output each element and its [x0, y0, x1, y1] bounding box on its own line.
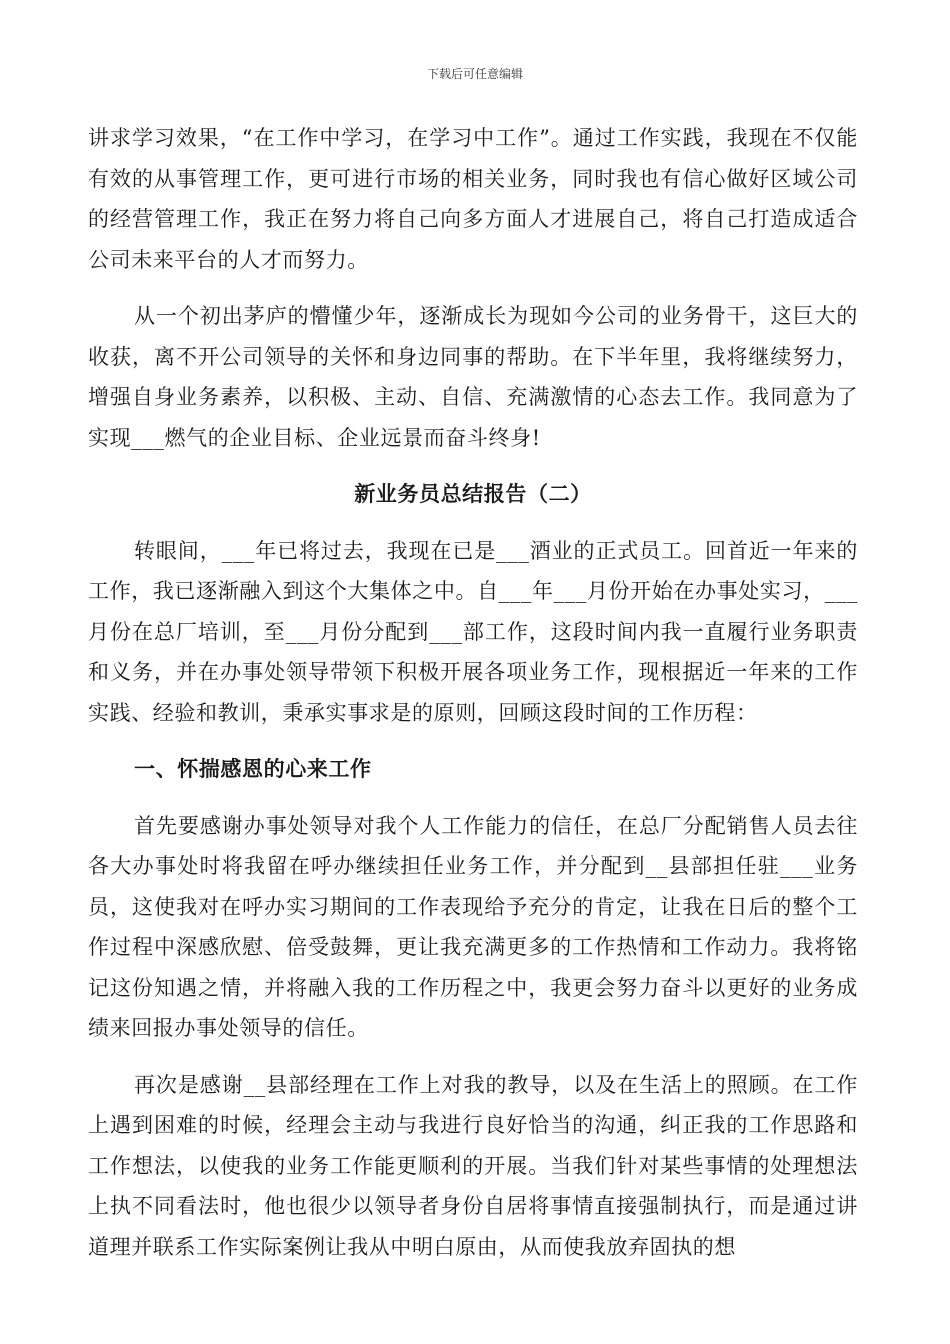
paragraph-gratitude-leaders: 首先要感谢办事处领导对我个人工作能力的信任，在总厂分配销售人员去往各大办事处时将我留在呼办继续担任业务工作，并分配到__县部担任驻___业务员，这使我对在呼办实习期间的工作表现给予充分的肯定，让我在日后的整个工作过程中深感欣慰、倍受鼓舞，更让我充满更多的工作热情和工作动力。我将铭记这份知遇之情，并将融入我的工作历程之中，我更会努力奋斗以更好的业务成绩来回报办事处领导的信任。	[88, 813, 858, 1040]
paragraph-gratitude-manager: 再次是感谢__县部经理在工作上对我的教导，以及在生活上的照顾。在工作上遇到困难的时候，经理会主动与我进行良好恰当的沟通，纠正我的工作思路和工作想法，以使我的业务工作能更顺利的开展。当我们针对某些事情的处理想法上执不同看法时，他也很少以领导者身份自居将事情直接强制执行，而是通过讲道理并联系工作实际案例让我从中明白原由，从而使我放弃固执的想	[88, 1072, 858, 1259]
section-heading: 一、怀揣感恩的心来工作	[134, 757, 372, 781]
paragraph-gap	[88, 733, 858, 749]
paragraph-gap	[88, 1049, 858, 1065]
page-header: 下载后可任意编辑	[426, 67, 523, 81]
paragraph-intro: 转眼间，___年已将过去，我现在已是___酒业的正式员工。回首近一年来的工作，我已逐渐融入到这个大集体之中。自___年___月份开始在办事处实习，___月份在总厂培训，至___月份分配到___部工作，这段时间内我一直履行业务职责和义务，并在办事处领导带领下积极开展各项业务工作，现根据近一年来的工作实践、经验和教训，秉承实事求是的原则，回顾这段时间的工作历程：	[88, 538, 858, 725]
paragraph-continuation: 讲求学习效果，“在工作中学习，在学习中工作”。通过工作实践，我现在不仅能有效的从事管理工作，更可进行市场的相关业务，同时我也有信心做好区域公司的经营管理工作，我正在努力将自己向多方面人才进展自己，将自己打造成适合公司未来平台的人才而努力。	[88, 126, 858, 272]
document-title: 新业务员总结报告（二）	[354, 482, 592, 506]
paragraph-closing: 从一个初出茅庐的懵懂少年，逐渐成长为现如今公司的业务骨干，这巨大的收获，离不开公司领导的关怀和身边同事的帮助。在下半年里，我将继续努力，增强自身业务素养，以积极、主动、自信、充满激情的心态去工作。我同意为了实现___燃气的企业目标、企业远景而奋斗终身!	[88, 304, 858, 450]
document-body	[88, 118, 858, 1267]
paragraph-gap	[88, 280, 858, 296]
paragraph-gap	[88, 458, 858, 474]
paragraph-gap	[88, 515, 858, 531]
paragraph-gap	[88, 790, 858, 806]
